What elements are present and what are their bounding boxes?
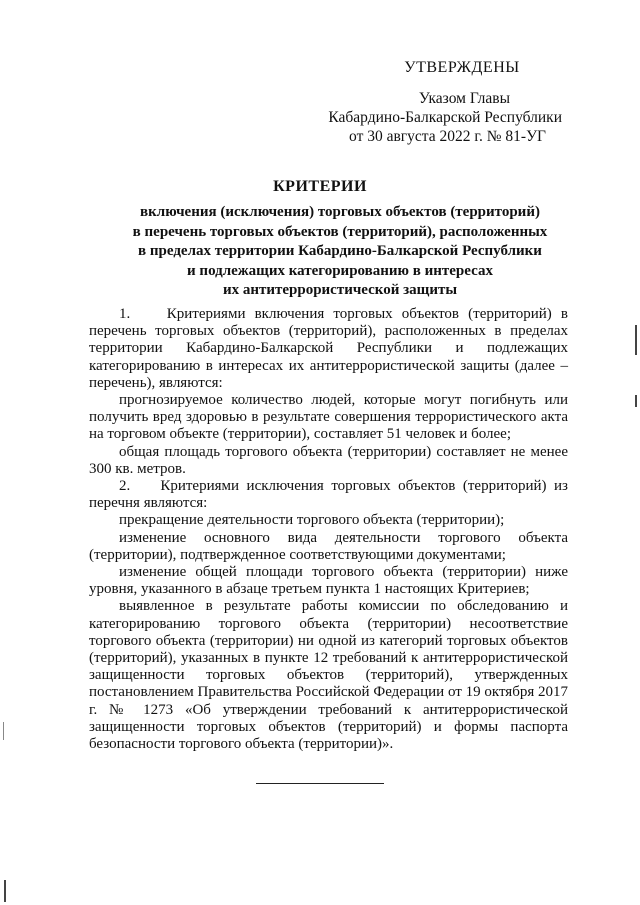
end-separator-line [256,783,384,784]
subtitle-line: их антитеррористической защиты [222,282,458,299]
paragraph-area: общая площадь торгового объекта (территории) составляет не менее 300 кв. метров. [89,443,568,477]
scan-edge-mark [635,325,637,355]
approval-line-2: Кабардино-Балкарской Республики [328,109,562,126]
paragraph-activity-change: изменение основного вида деятельности торгового объекта (территории), подтвержденное соответствующими документами; [89,529,568,563]
approval-line-3: от 30 августа 2022 г. № 81-УГ [349,128,546,145]
subtitle-line: включения (исключения) торговых объектов (территорий) [140,204,540,220]
paragraph-inclusion-criteria: 1. Критериями включения торговых объектов (территорий) в перечень торговых объектов (территорий), расположенных в пределах территории Кабардино-Балкарской Республики и подлежащих категорированию в интересах их антитеррористической защиты (далее – перечень), являются: [89,306,568,391]
scan-edge-mark [4,880,6,902]
scan-edge-mark [635,395,637,407]
paragraph-commission-findings: выявленное в результате работы комиссии по обследованию и категорированию торгового объекта (территории) несоответствие торгового объекта (территории) ни одной из категорий торговых объектов (территорий), указанных в пункте 12 требований к антитеррористической защищенности торговых объектов (территорий), утвержденных постановлением Правительства Российской Федерации от 19 октября 2017 г. № 1273 «Об утверждении требований к антитеррористической защищенности торговых объектов (территорий) и формы паспорта безопасности торгового объекта (территории)». [89,598,568,753]
document-subtitle [80,203,600,301]
subtitle-line: в перечень торговых объектов (территорий), расположенных [132,223,548,240]
document-body [89,306,568,753]
paragraph-area-change: изменение общей площади торгового объекта (территории) ниже уровня, указанного в абзаце третьем пункта 1 настоящих Критериев; [89,564,568,598]
paragraph-termination: прекращение деятельности торгового объекта (территории); [119,512,505,529]
approval-heading: УТВЕРЖДЕНЫ [404,59,520,76]
paragraph-people-count: прогнозируемое количество людей, которые могут погибнуть или получить вред здоровью в результате совершения террористического акта на торговом объекте (территории), составляет 51 человек и более; [89,392,568,443]
approval-line-1: Указом Главы [418,90,510,107]
approval-block [322,58,562,146]
document-title: КРИТЕРИИ [273,178,367,195]
scan-edge-mark [3,722,4,740]
subtitle-line: и подлежащих категорированию в интересах [187,262,493,279]
paragraph-exclusion-criteria: 2. Критериями исключения торговых объектов (территорий) из перечня являются: [89,478,568,512]
subtitle-line: в пределах территории Кабардино-Балкарской Республики [138,243,542,260]
